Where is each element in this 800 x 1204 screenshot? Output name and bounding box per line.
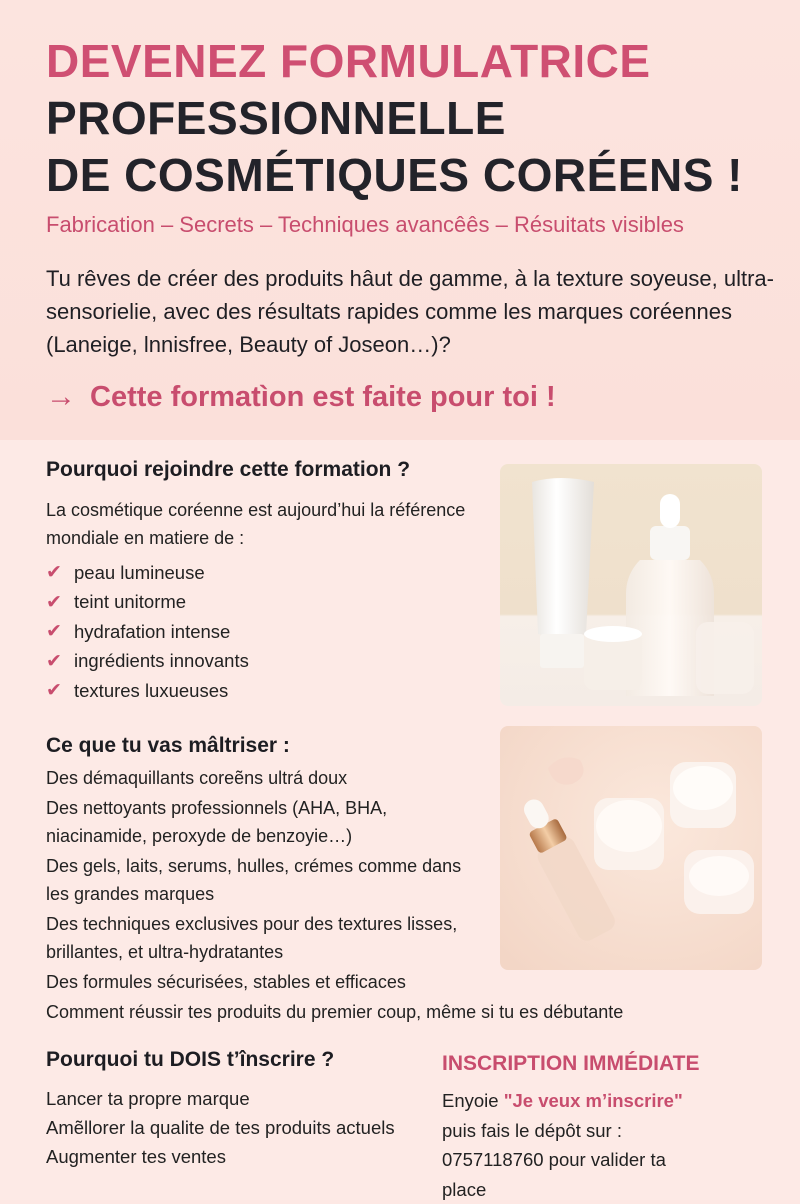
master-title: Ce que tu vas mâltriser : — [46, 734, 290, 758]
inscription-title: INSCRIPTION IMMÉDIATE — [442, 1052, 699, 1076]
check-icon: ✔ — [46, 591, 74, 614]
list-item: Comment réussir tes produits du premier coup, même si tu es débutante — [46, 998, 746, 1026]
list-item: Des formules sécurisées, stables et efficaces — [46, 968, 486, 996]
list-item — [46, 558, 249, 588]
inscription-instructions — [442, 1086, 762, 1204]
phone-suffix: pour valider ta — [549, 1149, 666, 1170]
serum-jars-photo — [500, 726, 762, 970]
title-line-1: DEVENEZ FORMULATRICE — [46, 38, 651, 84]
list-item-label: teint unitorme — [74, 591, 186, 613]
list-item: Des démaquillants coreẽns ultrá doux — [46, 764, 476, 792]
why-enroll-title: Pourquoi tu DOIS t’înscrire ? — [46, 1048, 334, 1072]
check-icon: ✔ — [46, 561, 74, 584]
list-item: Des techniques exclusives pour des textures lisses, brillantes, et ultra-hydratantes — [46, 910, 476, 966]
list-item — [46, 676, 249, 706]
list-item: Des nettoyants professionnels (AHA, BHA, niacinamide, peroxyde de benzoyie…) — [46, 794, 476, 850]
skincare-bottles-photo — [500, 464, 762, 706]
list-item: Des gels, laits, serums, hulles, crémes comme dans les grandes marques — [46, 852, 476, 908]
list-item — [46, 647, 249, 677]
list-item: Lancer ta propre marque — [46, 1084, 426, 1113]
list-item-label: peau lumineuse — [74, 562, 205, 584]
title-line-3: DE COSMÉTIQUES CORÉENS ! — [46, 152, 743, 198]
why-join-intro: La cosmétique coréenne est aujourd’hui la référence mondiale en matiere de : — [46, 496, 476, 552]
cta-text: Cette formatìon est faite pour toi ! — [90, 381, 556, 414]
list-item — [46, 617, 249, 647]
send-prefix: Enyoie — [442, 1090, 499, 1111]
check-icon: ✔ — [46, 679, 74, 702]
list-item: Amẽllorer la qualite de tes produits actuels — [46, 1113, 406, 1142]
list-item: Augmenter tes ventes — [46, 1142, 426, 1171]
list-item-label: ingrédients innovants — [74, 650, 249, 672]
check-icon: ✔ — [46, 650, 74, 673]
deposit-text: puis fais le dépôt sur : — [442, 1116, 762, 1146]
reasons-list — [46, 1084, 426, 1171]
tagline: Fabrication – Secrets – Techniques avancêês – Résuitats visibles — [46, 212, 684, 238]
call-to-action — [46, 380, 556, 414]
title-line-2: PROFESSIONNELLE — [46, 95, 506, 141]
place-text: place — [442, 1175, 762, 1204]
check-icon: ✔ — [46, 620, 74, 643]
arrow-right-icon: → — [46, 380, 76, 414]
list-item-label: hydrafation intense — [74, 621, 230, 643]
list-item-label: textures luxueuses — [74, 680, 228, 702]
intro-paragraph: Tu rêves de créer des produits hâut de gamme, à la texture soyeuse, ultra-sensorielie, avec des résultats rapides comme les marques coréennes (Laneige, lnnisfree, Beauty of Joseon…)? — [46, 262, 776, 361]
list-item — [46, 588, 249, 618]
benefits-list — [46, 558, 249, 706]
inscription-keyword: "Je veux m’inscrire" — [504, 1090, 683, 1111]
why-join-title: Pourquoi rejoindre cette formation ? — [46, 458, 410, 482]
phone-number[interactable]: 0757118760 — [442, 1149, 544, 1170]
